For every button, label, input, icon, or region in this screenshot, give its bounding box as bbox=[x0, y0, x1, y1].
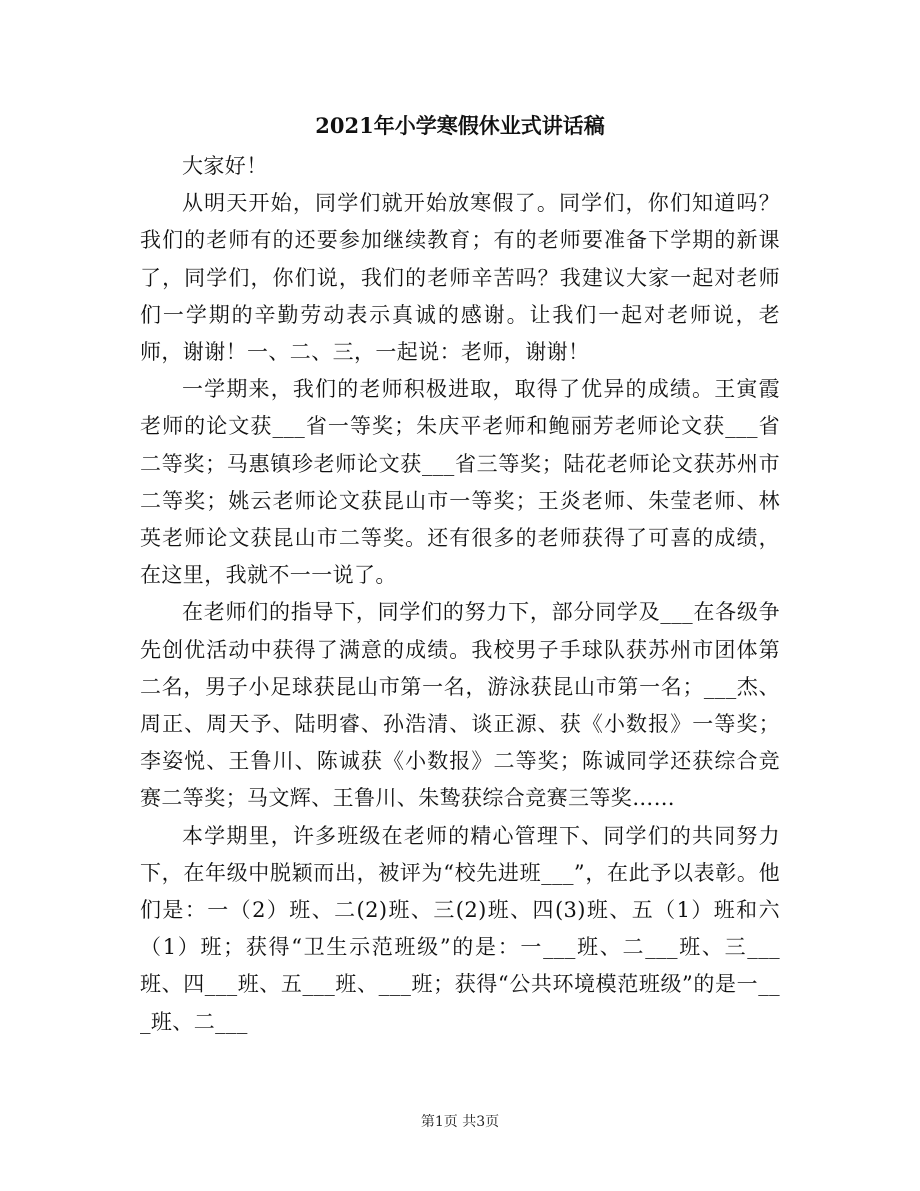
page-number-footer: 第1页 共3页 bbox=[420, 1114, 500, 1130]
paragraph-teacher-achievements: 一学期来，我们的老师积极进取，取得了优异的成绩。王寅霞老师的论文获___省一等奖；朱庆平老师和鲍丽芳老师论文获___省二等奖；马惠镇珍老师论文获___省三等奖；陆花老师论文获苏州市二等奖；姚云老师论文获昆山市一等奖；王炎老师、朱莹老师、林英老师论文获昆山市二等奖。还有很多的老师获得了可喜的成绩，在这里，我就不一一说了。 bbox=[140, 377, 780, 588]
paragraph-class-awards: 本学期里，许多班级在老师的精心管理下、同学们的共同努力下，在年级中脱颖而出，被评为“校先进班___”，在此予以表彰。他们是：一（2）班、二(2)班、三(2)班、四(3)班、五（1）班和六（1）班；获得“卫生示范班级”的是：一___班、二___班、三___班、四___班、五___班、___班；获得“公共环境模范班级”的是一___班、二___ bbox=[140, 823, 780, 1034]
paragraph-winter-break: 从明天开始，同学们就开始放寒假了。同学们，你们知道吗？我们的老师有的还要参加继续教育；有的老师要准备下学期的新课了，同学们，你们说，我们的老师辛苦吗？我建议大家一起对老师们一学期的辛勤劳动表示真诚的感谢。让我们一起对老师说，老师，谢谢！一、二、三，一起说：老师，谢谢！ bbox=[140, 191, 780, 365]
document-body bbox=[140, 148, 780, 1041]
paragraph-student-achievements: 在老师们的指导下，同学们的努力下，部分同学及___在各级争先创优活动中获得了满意的成绩。我校男子手球队获苏州市团体第二名，男子小足球获昆山市第一名，游泳获昆山市第一名；___杰、周正、周天予、陆明睿、孙浩清、谈正源、获《小数报》一等奖；李姿悦、王鲁川、陈诚获《小数报》二等奖；陈诚同学还获综合竞赛二等奖；马文辉、王鲁川、朱鸷获综合竞赛三等奖…… bbox=[140, 600, 780, 811]
paragraph-greeting: 大家好！ bbox=[182, 154, 268, 178]
document-title: 2021年小学寒假休业式讲话稿 bbox=[315, 113, 605, 138]
